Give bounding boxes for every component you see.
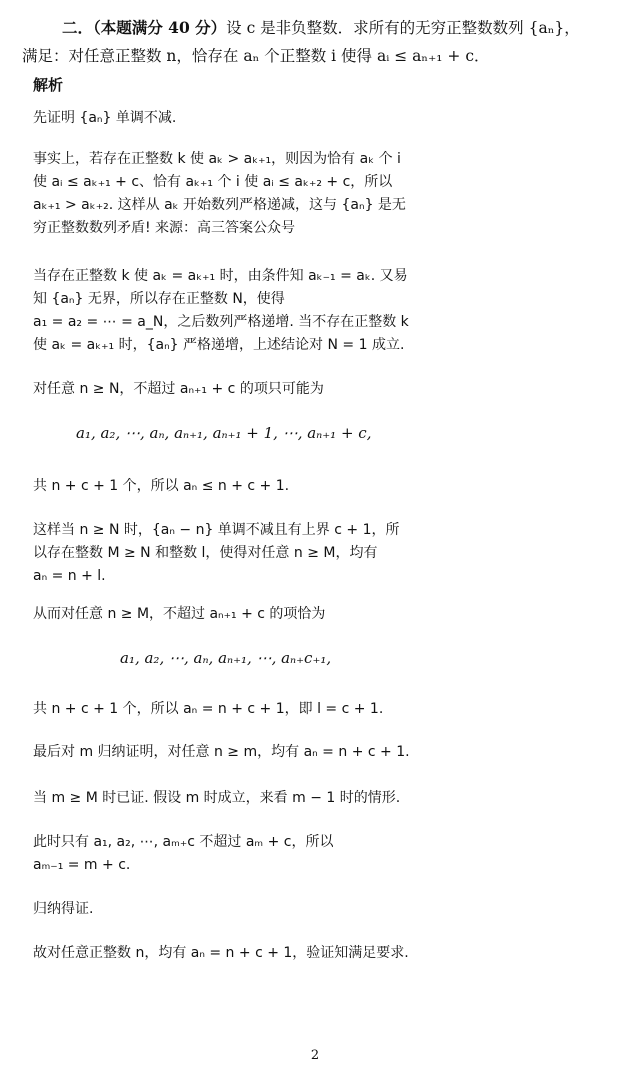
paragraph-7: 从而对任意 n ≥ M，不超过 aₙ₊₁ + c 的项恰为 <box>33 606 326 622</box>
paragraph-13: 故对任意正整数 n，均有 aₙ = n + c + 1，验证知满足要求. <box>33 945 409 961</box>
paragraph-9: 最后对 m 归纳证明，对任意 n ≥ m，均有 aₙ = n + c + 1. <box>33 744 410 760</box>
page-number: 2 <box>310 1048 320 1063</box>
paragraph-10: 当 m ≥ M 时已证. 假设 m 时成立，来看 m − 1 时的情形. <box>33 790 401 806</box>
paragraph-1: 先证明 {aₙ} 单调不减. <box>33 110 177 126</box>
problem-line-2: 满足：对任意正整数 n，恰存在 aₙ 个正整数 i 使得 aᵢ ≤ aₙ₊₁ + c． <box>22 47 490 65</box>
paragraph-5: 共 n + c + 1 个，所以 aₙ ≤ n + c + 1. <box>33 478 290 494</box>
paragraph-12: 归纳得证. <box>33 901 94 917</box>
paragraph-11: 此时只有 a₁, a₂, ⋯, aₘ₊c 不超过 aₘ + c，所以 aₘ₋₁ = m + c. <box>33 834 334 873</box>
paragraph-2: 事实上，若存在正整数 k 使 aₖ > aₖ₊₁，则因为恰有 aₖ 个 i 使 aᵢ ≤ aₖ₊₁ + c、恰有 aₖ₊₁ 个 i 使 aᵢ ≤ aₖ₊₂ + c，所以 aₖ₊₁ > aₖ₊₂. 这样从 aₖ 开始数列严格递减，这与 {aₙ} 是无 穷正整数数列矛盾! 来源：高三答案公众号 <box>33 151 406 236</box>
analysis-heading: 解析 <box>33 76 64 94</box>
display-equation-2: a₁, a₂, ⋯, aₙ, aₙ₊₁, ⋯, aₙ₊c₊₁, <box>120 649 332 667</box>
paragraph-6: 这样当 n ≥ N 时，{aₙ − n} 单调不减且有上界 c + 1，所 以存在整数 M ≥ N 和整数 l，使得对任意 n ≥ M，均有 aₙ = n + l. <box>33 522 400 584</box>
paragraph-8: 共 n + c + 1 个，所以 aₙ = n + c + 1，即 l = c + 1. <box>33 701 384 717</box>
display-equation-1: a₁, a₂, ⋯, aₙ, aₙ₊₁, aₙ₊₁ + 1, ⋯, aₙ₊₁ + c, <box>76 424 372 442</box>
problem-number: 二． <box>62 18 94 37</box>
problem-statement <box>22 14 622 70</box>
problem-line-1 <box>22 14 622 42</box>
problem-score: （本题满分 40 分） <box>93 18 227 37</box>
paragraph-4: 对任意 n ≥ N，不超过 aₙ₊₁ + c 的项只可能为 <box>33 381 324 397</box>
paragraph-3: 当存在正整数 k 使 aₖ = aₖ₊₁ 时，由条件知 aₖ₋₁ = aₖ. 又易 知 {aₙ} 无界，所以存在正整数 N，使得 a₁ = a₂ = ⋯ = a_N，之后数列严格递增. 当不存在正整数 k 使 aₖ = aₖ₊₁ 时，{aₙ} 严格递增，上述结论对 N = 1 成立. <box>33 268 409 353</box>
problem-text-1: 设 c 是非负整数．求所有的无穷正整数数列 {aₙ}， <box>226 19 580 37</box>
